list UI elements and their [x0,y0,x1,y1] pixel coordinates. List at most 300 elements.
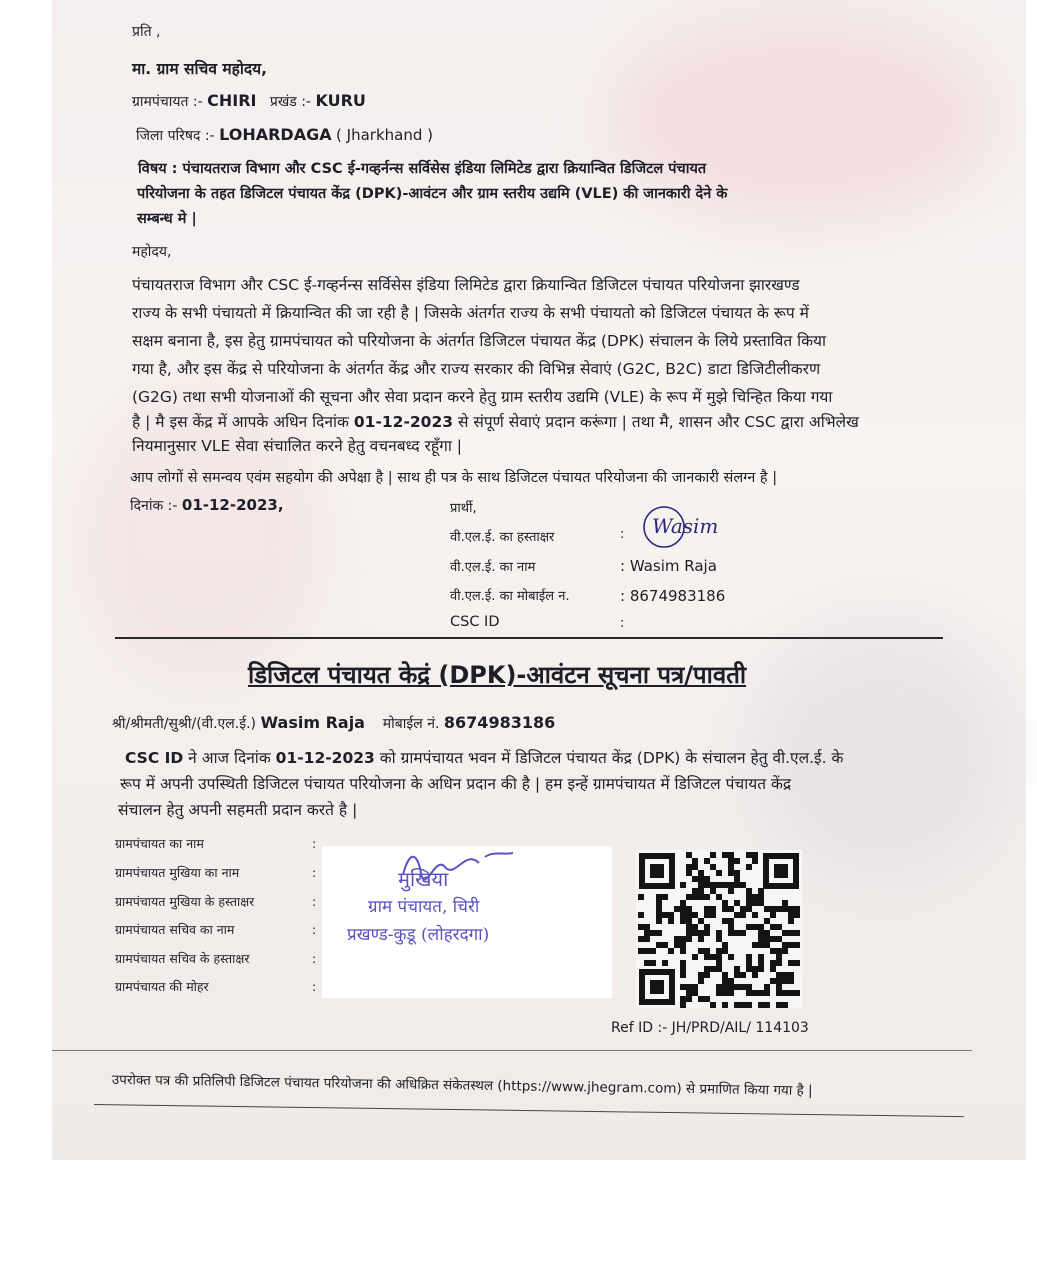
qr-module [728,852,734,858]
vle-mobile-label: वी.एल.ई. का मोबाईल न. [450,589,570,604]
qr-module [686,894,692,900]
qr-module [758,1002,764,1008]
qr-module [734,972,740,978]
body-line-7: नियमानुसार VLE सेवा संचालित करने हेतु वचनबध्द रहूँगा | [132,437,462,455]
qr-module [722,918,728,924]
qr-module [758,930,764,936]
qr-module [758,966,764,972]
qr-module [758,924,764,930]
qr-module [740,972,746,978]
qr-module [638,948,644,954]
qr-module [764,1002,770,1008]
receipt-para-line-1 [125,746,843,768]
qr-module [776,924,782,930]
stamp-line-1: मुखिया [398,867,449,891]
qr-module [686,936,692,942]
qr-module [734,870,740,876]
vle-sign-colon: : [620,527,625,542]
qr-module [734,966,740,972]
qr-module [740,912,746,918]
qr-module [728,978,734,984]
qr-module [692,912,698,918]
qr-module [782,990,788,996]
qr-module [782,948,788,954]
field-colon: : [312,979,317,994]
qr-module [716,930,722,936]
qr-module [710,954,716,960]
qr-module [704,954,710,960]
qr-module [686,870,692,876]
body-line-4: गया है, और इस केंद्र से परियोजना के अंतर्गत केंद्र और राज्य सरकार की विभिन्न सेवाएं (G2C, B2C) डाटा डिजिटीलीकरण [132,360,821,378]
qr-module [698,996,704,1002]
qr-module [644,948,650,954]
qr-module [788,912,794,918]
qr-module [782,930,788,936]
qr-module [782,1002,788,1008]
greeting: महोदय, [132,244,172,260]
qr-module [734,858,740,864]
qr-module [758,936,764,942]
qr-module [722,990,728,996]
field-secretary-sign-label: ग्रामपंचायत सचिव के हस्ताक्षर [115,951,250,966]
vle-name-value: : Wasim Raja [620,557,717,575]
qr-module [746,900,752,906]
qr-module [746,888,752,894]
qr-module [764,984,770,990]
qr-module [782,978,788,984]
qr-module [722,978,728,984]
addressee: मा. ग्राम सचिव महोदय, [132,60,267,78]
qr-module [782,942,788,948]
qr-module [644,936,650,942]
qr-module [698,930,704,936]
qr-module [728,924,734,930]
csc-id-label: CSC ID [450,614,500,630]
receipt-vle-name: Wasim Raja [260,713,365,732]
qr-module [698,876,704,882]
qr-module [782,900,788,906]
qr-module [698,948,704,954]
qr-module [686,906,692,912]
qr-module [770,936,776,942]
qr-module [662,894,668,900]
qr-module [722,1002,728,1008]
qr-module [686,930,692,936]
qr-module [722,882,728,888]
qr-module [764,918,770,924]
qr-module [692,888,698,894]
vle-sign-label: वी.एल.ई. का हस्ताक्षर [450,530,555,545]
qr-module [794,912,800,918]
qr-module [728,888,734,894]
body-line-2: राज्य के सभी पंचायतो में क्रियान्वित की जा रही है | जिसके अंतर्गत राज्य के सभी पंचायतो को डिजिटल पंचायत के रूप में [132,304,809,322]
body-line-6-date: 01-12-2023 [353,413,454,431]
qr-module [770,912,776,918]
applicant-label: प्रार्थी, [450,501,477,516]
qr-module [764,906,770,912]
qr-module [704,858,710,864]
qr-module [770,948,776,954]
qr-module [740,930,746,936]
qr-module [716,936,722,942]
qr-module [746,924,752,930]
qr-module [662,960,668,966]
qr-module [704,996,710,1002]
field-gp-name-label: ग्रामपंचायत का नाम [115,836,204,851]
qr-module [638,924,644,930]
qr-module [680,906,686,912]
qr-module [746,1002,752,1008]
qr-module [704,894,710,900]
qr-module [710,888,716,894]
field-seal-label: ग्रामपंचायत की मोहर [115,979,209,994]
stamp-line-3: प्रखण्ड-कुडू (लोहरदगा) [347,925,490,945]
body-line-6 [132,410,859,432]
state-value: ( Jharkhand ) [336,126,433,144]
qr-module [704,972,710,978]
qr-module [650,960,656,966]
qr-module [722,942,728,948]
footer-note: उपरोक्त पत्र की प्रतिलिपी डिजिटल पंचायत परियोजना की अधिक्रित संकेतस्थल (https://www.jhegram.com) से प्रमाणित किया गया है | [111,1071,813,1100]
qr-module [716,966,722,972]
subject-line-1: विषय : पंचायतराज विभाग और CSC ई-गव्हर्नन्स सर्विसेस इंडिया लिमिटेड द्वारा क्रियान्वित डिजिटल पंचायत [138,161,707,177]
receipt-csc-id: CSC ID [125,749,184,767]
qr-module [788,990,794,996]
qr-module [680,942,686,948]
qr-module [638,912,644,918]
qr-module [716,960,722,966]
qr-module [764,930,770,936]
qr-module [680,984,686,990]
qr-module [728,864,734,870]
qr-module [734,1002,740,1008]
qr-module [782,972,788,978]
qr-module [752,894,758,900]
qr-module [704,882,710,888]
qr-module [728,906,734,912]
receipt-p1-date: 01-12-2023 [275,749,375,767]
qr-module [698,870,704,876]
qr-module [734,882,740,888]
qr-module [704,966,710,972]
gp-value: CHIRI [207,91,257,110]
date-label: दिनांक :- [130,498,178,514]
qr-module [728,990,734,996]
qr-module [692,954,698,960]
vle-signature [640,503,750,551]
qr-module [746,966,752,972]
qr-module [758,990,764,996]
qr-module [776,948,782,954]
qr-module [722,906,728,912]
salutation-to: प्रति , [132,24,161,40]
qr-module [716,984,722,990]
qr-module [776,936,782,942]
qr-module [728,870,734,876]
qr-module [758,900,764,906]
qr-module [680,960,686,966]
qr-module [680,972,686,978]
qr-module [788,972,794,978]
qr-module [740,906,746,912]
qr-module [686,996,692,1002]
qr-module [776,906,782,912]
vle-name-label: वी.एल.ई. का नाम [450,560,536,575]
qr-module [770,966,776,972]
field-colon: : [312,894,317,909]
qr-module [764,942,770,948]
qr-module [716,990,722,996]
qr-module [680,900,686,906]
field-colon: : [312,922,317,937]
qr-module [686,864,692,870]
qr-module [758,960,764,966]
qr-module [668,948,674,954]
qr-module [710,852,716,858]
qr-module [752,972,758,978]
receipt-para-line-3: संचालन हेतु अपनी सहमती प्रदान करते है | [118,801,358,819]
body-line-5: (G2G) तथा सभी योजनाओं की सूचना और सेवा प्रदान करने हेतु ग्राम स्तरीय उद्यमि (VLE) के रूप में मुझे चिन्हित किया गया [132,388,833,406]
qr-module [734,876,740,882]
qr-module [722,972,728,978]
qr-module [764,990,770,996]
qr-module [788,918,794,924]
qr-module [734,984,740,990]
qr-module [752,900,758,906]
date-value: 01-12-2023, [181,496,284,514]
qr-module [638,894,644,900]
vle-signature-text: Wasim [652,514,719,538]
qr-module [746,990,752,996]
receipt-mobile: 8674983186 [443,713,556,732]
qr-module [698,888,704,894]
qr-module [722,948,728,954]
district-label: जिला परिषद :- [136,128,215,144]
qr-module [788,978,794,984]
qr-module [680,912,686,918]
gp-label: ग्रामपंचायत :- [132,94,203,110]
body-line-1: पंचायतराज विभाग और CSC ई-गव्हर्नन्स सर्विसेस इंडिया लिमिटेड द्वारा क्रियान्वित डिजिटल पंचायत परियोजना झारखण्ड [132,276,800,294]
qr-module [650,930,656,936]
qr-module [704,906,710,912]
qr-module [662,912,668,918]
qr-module [710,882,716,888]
qr-module [716,948,722,954]
subject-line-3: सम्बन्ध मे | [137,211,197,227]
qr-module [680,1002,686,1008]
receipt-p1-pre: ने आज दिनांक [183,749,276,767]
field-colon: : [312,836,317,851]
qr-module [698,894,704,900]
qr-module [764,936,770,942]
qr-module [794,930,800,936]
qr-module [776,954,782,960]
qr-module [686,990,692,996]
qr-module [686,912,692,918]
qr-module [752,858,758,864]
qr-module [692,984,698,990]
qr-module [728,984,734,990]
field-colon: : [312,951,317,966]
qr-module [692,864,698,870]
qr-module [704,948,710,954]
body-line-6-post: से संपूर्ण सेवाएं प्रदान करूंगा | तथा मै, शासन और CSC द्वारा अभिलेख [453,413,859,431]
receipt-honorific: श्री/श्रीमती/सुश्री/(वी.एल.ई.) [112,716,256,732]
qr-module [698,882,704,888]
qr-module [776,990,782,996]
qr-module [650,948,656,954]
qr-module [704,930,710,936]
qr-module [698,918,704,924]
block-value: KURU [315,91,366,110]
qr-module [734,900,740,906]
field-head-name-label: ग्रामपंचायत मुखिया का नाम [115,865,240,880]
qr-module [728,918,734,924]
qr-module [680,918,686,924]
qr-module [656,918,662,924]
qr-module [668,912,674,918]
qr-module [746,984,752,990]
qr-module [776,978,782,984]
qr-module [776,972,782,978]
qr-module [788,906,794,912]
qr-module [746,954,752,960]
qr-module [680,996,686,1002]
footer-divider [52,1050,972,1051]
qr-module [644,924,650,930]
qr-module [692,876,698,882]
qr-module [668,918,674,924]
qr-module [770,978,776,984]
qr-module [716,882,722,888]
qr-module [704,912,710,918]
receipt-p1-post: को ग्रामपंचायत भवन में डिजिटल पंचायत केंद्र (DPK) के संचालन हेतु वी.एल.ई. के [374,749,844,767]
qr-code [636,850,802,1008]
qr-module [656,942,662,948]
qr-module [752,924,758,930]
block-label: प्रखंड :- [269,94,311,110]
qr-module [728,858,734,864]
district-value: LOHARDAGA [219,125,332,144]
qr-module [734,930,740,936]
qr-module [746,960,752,966]
qr-module [686,984,692,990]
qr-module [644,960,650,966]
receipt-title: डिजिटल पंचायत केद्रं (DPK)-आवंटन सूचना पत्र/पावती [248,661,747,689]
qr-module [710,1002,716,1008]
qr-module [752,912,758,918]
qr-module [746,864,752,870]
qr-module [752,966,758,972]
qr-module [710,864,716,870]
qr-module [692,930,698,936]
qr-module [788,960,794,966]
qr-module [794,960,800,966]
qr-module [794,942,800,948]
qr-module [794,906,800,912]
qr-module [698,972,704,978]
receipt-para-line-2: रूप में अपनी उपस्थिती डिजिटल पंचायत परियोजना के अधिन प्रदान की है | हम इन्हें ग्रामपंचायत में डिजिटल पंचायत केंद्र [120,775,792,793]
qr-module [776,960,782,966]
qr-module [656,894,662,900]
qr-module [788,942,794,948]
qr-module [716,870,722,876]
qr-module [680,936,686,942]
qr-module [782,906,788,912]
qr-module [656,930,662,936]
qr-module [644,930,650,936]
qr-module [674,936,680,942]
qr-module [752,852,758,858]
qr-module [752,990,758,996]
qr-module [692,894,698,900]
ref-id: Ref ID :- JH/PRD/AIL/ 114103 [611,1020,809,1036]
qr-module [746,852,752,858]
section-divider [115,637,943,639]
gram-panchayat-line [132,91,366,111]
qr-module [638,936,644,942]
qr-module [794,990,800,996]
qr-module [686,918,692,924]
qr-module [722,984,728,990]
body-line-6-pre: है | मै इस केंद्र में आपके अधिन दिनांक [132,413,354,431]
qr-module [770,906,776,912]
qr-module [770,960,776,966]
field-secretary-name-label: ग्रामपंचायत सचिव का नाम [115,922,235,937]
qr-module [710,966,716,972]
qr-module [710,906,716,912]
qr-module [674,942,680,948]
stamp-line-2: ग्राम पंचायत, चिरी [368,897,480,917]
qr-module [692,990,698,996]
qr-module [716,954,722,960]
qr-module [722,900,728,906]
qr-module [674,906,680,912]
qr-module [758,954,764,960]
qr-module [692,924,698,930]
qr-module [680,966,686,972]
qr-module [704,876,710,882]
body-line-3: सक्षम बनाना है, इस हेतु ग्रामपंचायत को परियोजना के अंतर्गत डिजिटल पंचायत केंद्र (DPK) संचालन के लिये प्रस्तावित किया [132,332,827,350]
receipt-vle-line [112,713,555,733]
field-colon: : [312,865,317,880]
qr-module [710,912,716,918]
qr-module [656,912,662,918]
qr-module [680,948,686,954]
qr-module [722,852,728,858]
qr-module [740,984,746,990]
qr-module [734,912,740,918]
qr-module [758,894,764,900]
qr-module [686,924,692,930]
qr-module [728,930,734,936]
qr-module [662,942,668,948]
qr-module [680,882,686,888]
qr-module [698,936,704,942]
date-line [130,496,284,515]
qr-module [704,924,710,930]
qr-module [740,882,746,888]
district-line [136,125,433,145]
qr-module [686,852,692,858]
csc-id-colon: : [620,616,625,631]
qr-module [692,858,698,864]
cooperation-line: आप लोगों से समन्वय एवंम सहयोग की अपेक्षा है | साथ ही पत्र के साथ डिजिटल पंचायत परियोजना की जानकारी संलग्न है | [130,470,778,486]
qr-module [656,906,662,912]
qr-module [758,942,764,948]
qr-module [788,930,794,936]
vle-mobile-value: : 8674983186 [620,587,726,605]
